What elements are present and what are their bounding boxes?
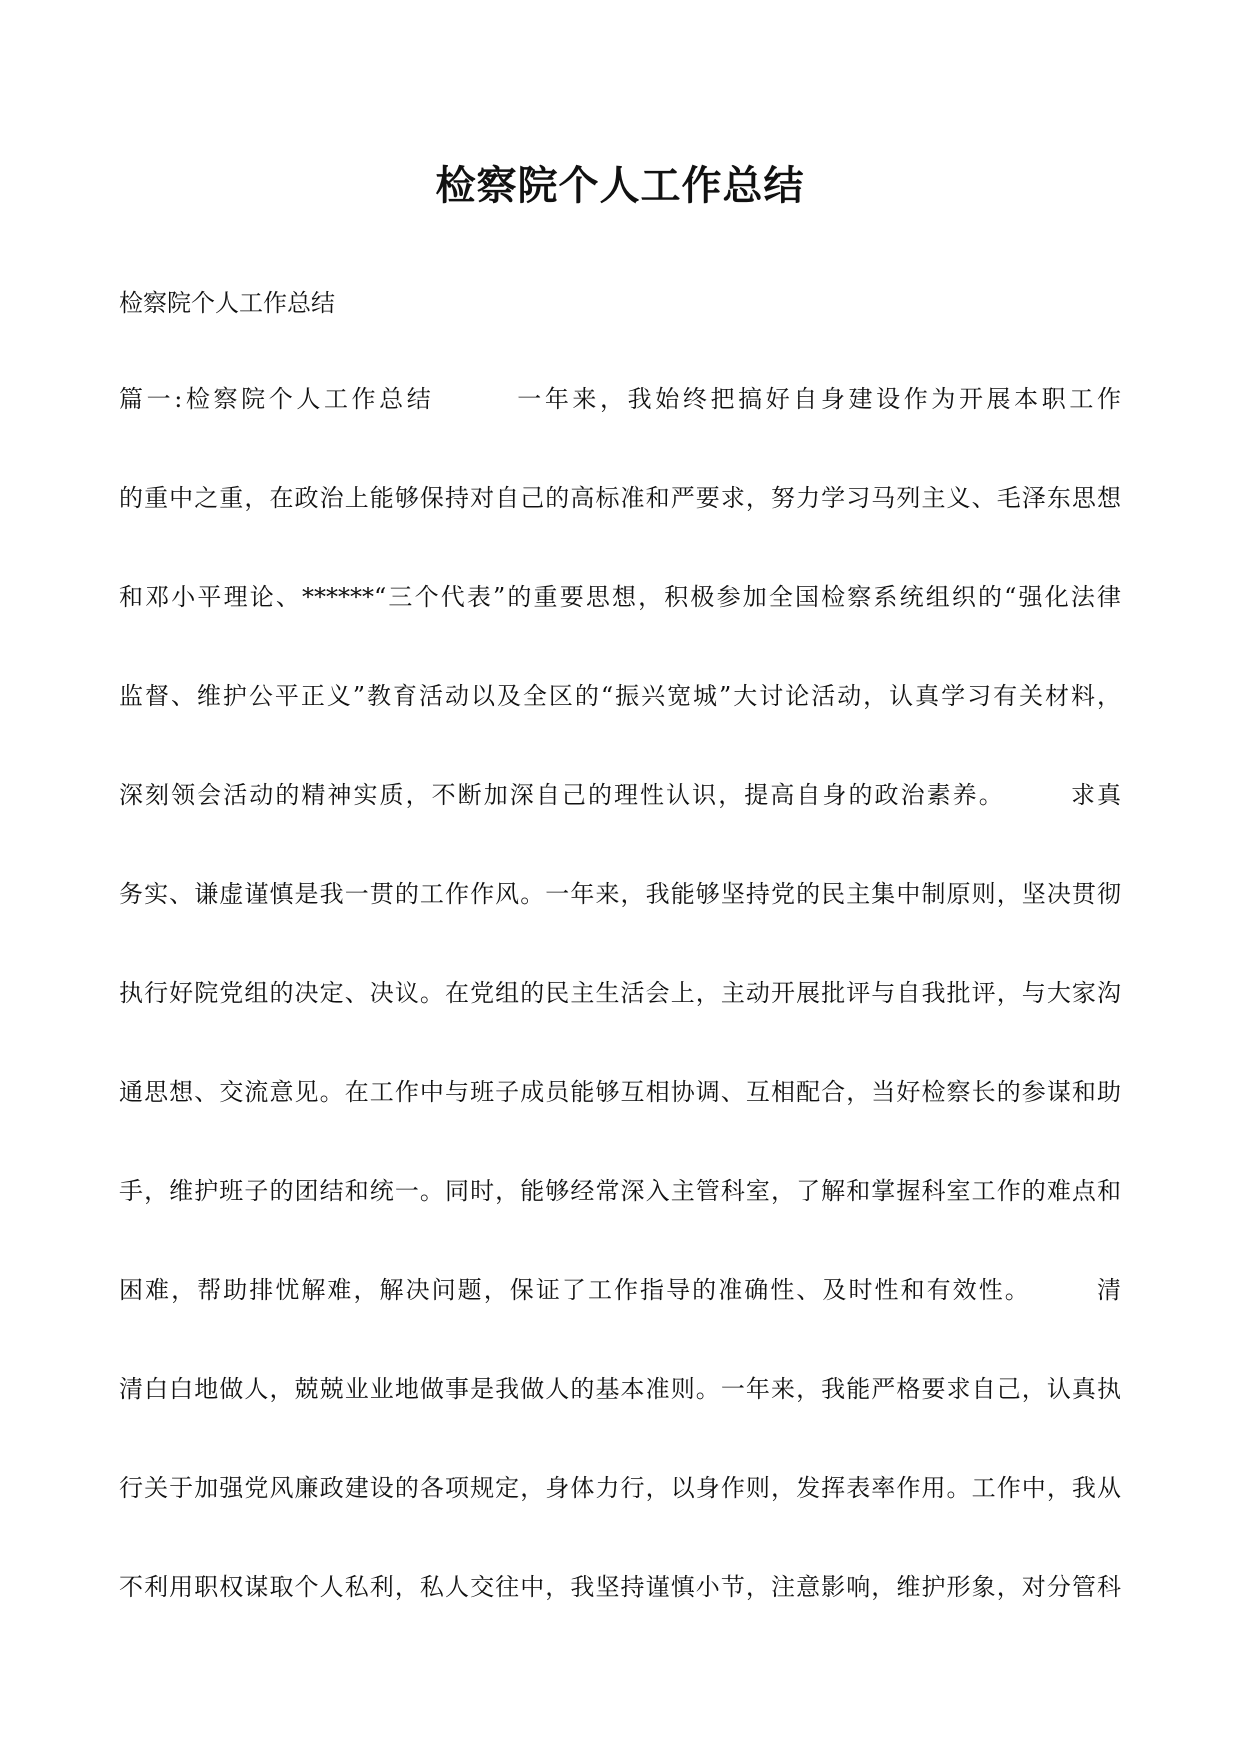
body-line: 执行好院党组的决定、决议。在党组的民主生活会上，主动开展批评与自我批评，与大家沟	[119, 979, 1121, 1007]
body-line: 深刻领会活动的精神实质，不断加深自己的理性认识，提高自身的政治素养。 求真	[119, 781, 1121, 809]
document-subtitle: 检察院个人工作总结	[119, 289, 335, 317]
body-line: 困难，帮助排忧解难，解决问题，保证了工作指导的准确性、及时性和有效性。 清	[119, 1276, 1121, 1304]
body-line: 的重中之重，在政治上能够保持对自己的高标准和严要求，努力学习马列主义、毛泽东思想	[119, 484, 1121, 512]
document-title: 检察院个人工作总结	[435, 162, 805, 209]
body-line: 行关于加强党风廉政建设的各项规定，身体力行，以身作则，发挥表率作用。工作中，我从	[119, 1474, 1121, 1502]
body-line: 和邓小平理论、******“三个代表”的重要思想，积极参加全国检察系统组织的“强化法律	[119, 583, 1121, 611]
body-line: 清白白地做人，兢兢业业地做事是我做人的基本准则。一年来，我能严格要求自己，认真执	[119, 1375, 1121, 1403]
body-line: 务实、谦虚谨慎是我一贯的工作作风。一年来，我能够坚持党的民主集中制原则，坚决贯彻	[119, 880, 1121, 908]
body-line: 篇一:检察院个人工作总结 一年来，我始终把搞好自身建设作为开展本职工作	[119, 385, 1121, 413]
body-line: 手，维护班子的团结和统一。同时，能够经常深入主管科室，了解和掌握科室工作的难点和	[119, 1177, 1121, 1205]
document-body	[119, 382, 1121, 1669]
body-line: 通思想、交流意见。在工作中与班子成员能够互相协调、互相配合，当好检察长的参谋和助	[119, 1078, 1121, 1106]
body-line: 不利用职权谋取个人私利，私人交往中，我坚持谨慎小节，注意影响，维护形象，对分管科	[119, 1573, 1121, 1601]
body-line: 监督、维护公平正义”教育活动以及全区的“振兴宽城”大讨论活动，认真学习有关材料，	[119, 682, 1121, 710]
